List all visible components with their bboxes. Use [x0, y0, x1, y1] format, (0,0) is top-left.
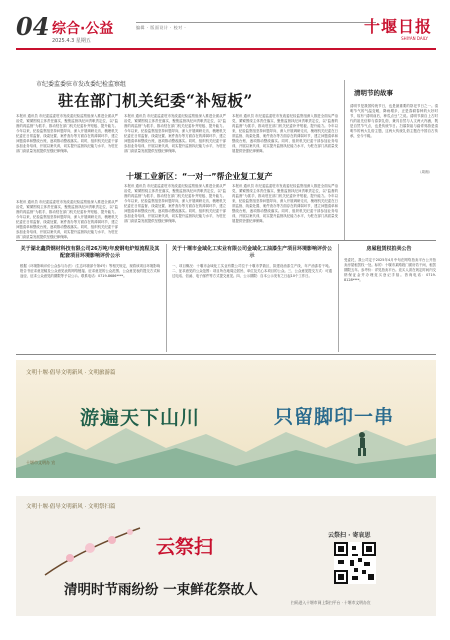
notice-3-body: 受委托，我公司定于2025年4月中旬在网络拍卖平台公开拍卖房屋租赁权一处。标的：十堰市某路段门面房若干间，租赁期限五年。参考价：详见拍卖平台。竞买人须在规定时间内交纳保证金并办理竞买登记手续。咨询电话：0719-8128****。 [344, 258, 436, 282]
ad2-footer: 扫码进入十堰市网上祭扫平台 · 十堰市文明办宣 [291, 600, 371, 605]
civic-ad-tourism [16, 360, 436, 478]
lead-body-col-1: 本报讯 通讯员 市纪委监委驻市发改委纪检监察组深入推进全面从严治党，紧紧围绕主体责任落实，聚焦监督执纪问责职责定位，以“监督的再监督”为抓手，推动驻在部门机关纪委补齐短板、提升能力。今年以来，纪检监察组坚持问题导向，深入开展调研走访，梳理机关纪委在日常监督、线索处置、案件查办等方面存在的薄弱环节，建立问题清单和整改台账，逐项推动整改落实。同时，组织机关纪委干部参加业务培训，开展以案代训，切实提升监督执纪能力水平，为驻在部门高质量发展提供坚强纪律保障。 [16, 114, 118, 153]
right-column-author: （周湘） [418, 170, 432, 174]
notice-bottom-rule [16, 354, 436, 355]
subhead-body-col-2: 本报讯 通讯员 市纪委监委驻市发改委纪检监察组深入推进全面从严治党，紧紧围绕主体责任落实，聚焦监督执纪问责职责定位，以“监督的再监督”为抓手，推动驻在部门机关纪委补齐短板、提升能力。今年以来，纪检监察组坚持问题导向，深入开展调研走访，梳理机关纪委在日常监督、线索处置、案件查办等方面存在的薄弱环节，建立问题清单和整改台账，逐项推动整改落实。同时，组织机关纪委干部参加业务培训，开展以案代训，切实提升监督执纪能力水平，为驻在部门高质量发展提供坚强纪律保障。 [232, 184, 338, 223]
qr-code-icon[interactable] [334, 542, 376, 584]
ad2-header: 文明十堰·倡导文明新风 · 文明祭扫篇 [26, 504, 116, 510]
lead-kicker: 市纪委监委驻市发改委纪检监察组 [36, 81, 127, 88]
civic-ad-memorial [16, 496, 436, 616]
notice-2-title: 关于十堰市金域化工实业有限公司金域化工油漆生产项目环境影响评价公示 [172, 246, 333, 259]
publication-date: 2025.4.3 星期五 [52, 38, 91, 44]
ad1-slogan-right: 只留脚印一串 [274, 406, 395, 428]
ad1-footer: 十堰市文明办 宣 [26, 460, 56, 465]
ad2-tagline: 清明时节雨纷纷 一束鲜花祭故人 [64, 582, 258, 598]
masthead-editors: 编辑 · 版面设计 · 校对 · [136, 25, 187, 30]
notice-divider-1 [166, 244, 167, 352]
right-column-body: 清明节是我国传统节日，也是最重要的祭祀节日之一。清明节气的气温变暖，降雨增多，正是春耕春种的大好时节，故有“清明前后，种瓜点豆”之说。清明节源自上古时代的祖先信仰与春祭礼俗，兼具自然与人文两大内涵，既是自然节气点，也是传统节日。扫墓祭祖与踏青郊游是清明节的两大礼俗主题，这两大传统礼俗主题在中国自古传承，至今不辍。 [350, 104, 438, 138]
notice-top-rule [16, 240, 436, 241]
notice-2-body: 一、项目概况：十堰市金域化工实业有限公司位于十堰市茅箭区，拟建设油漆生产线，年产油漆若干吨。二、征求意见的公众范围：项目所在地周边居民、单位及关心本项目的公众。三、公众意见提交方式：可通过电话、信函、电子邮件等方式提交意见。四、公示期限：自本公示发布之日起10个工作日。 [172, 264, 332, 278]
page-number: 04 [16, 12, 50, 41]
subhead-body-col-1: 本报讯 通讯员 市纪委监委驻市发改委纪检监察组深入推进全面从严治党，紧紧围绕主体责任落实，聚焦监督执纪问责职责定位，以“监督的再监督”为抓手，推动驻在部门机关纪委补齐短板、提升能力。今年以来，纪检监察组坚持问题导向，深入开展调研走访，梳理机关纪委在日常监督、线索处置、案件查办等方面存在的薄弱环节，建立问题清单和整改台账，逐项推动整改落实。同时，组织机关纪委干部参加业务培训，开展以案代训，切实提升监督执纪能力水平，为驻在部门高质量发展提供坚强纪律保障。 [124, 184, 226, 223]
lead-headline: 驻在部门机关纪委“补短板” [58, 91, 253, 110]
ad2-main-title: 云祭扫 [156, 536, 214, 558]
newspaper-logo: 十堰日报 [363, 17, 432, 36]
notice-1-body: 根据《环境影响评价公众参与办法》（生态环境部令第4号）等相关规定，现将该项目环境影响报告书征求意见稿及公众意见表的网络链接、征求意见的公众范围、公众意见表的提交方式和途径、征求公众意见的期限等予以公示。联系电话：0719-8686****。 [20, 264, 160, 278]
flower-branch-icon [40, 520, 150, 580]
newspaper-logo-sub: SHIYAN DAILY [401, 36, 428, 41]
notice-3-title: 房屋租赁权拍卖公告 [366, 246, 412, 252]
right-column-title: 清明节的故事 [354, 89, 393, 97]
section-name: 综合·公益 [52, 21, 114, 37]
notice-divider-2 [338, 244, 339, 352]
lead-body-col-2: 本报讯 通讯员 市纪委监委驻市发改委纪检监察组深入推进全面从严治党，紧紧围绕主体责任落实，聚焦监督执纪问责职责定位，以“监督的再监督”为抓手，推动驻在部门机关纪委补齐短板、提升能力。今年以来，纪检监察组坚持问题导向，深入开展调研走访，梳理机关纪委在日常监督、线索处置、案件查办等方面存在的薄弱环节，建立问题清单和整改台账，逐项推动整改落实。同时，组织机关纪委干部参加业务培训，开展以案代训，切实提升监督执纪能力水平，为驻在部门高质量发展提供坚强纪律保障。 [124, 114, 226, 153]
lead-subhead: 十堰工业新区：“一对一”帮企业复工复产 [126, 172, 273, 181]
column-divider [344, 80, 345, 240]
masthead-rule [136, 22, 376, 23]
ad2-qr-title: 云祭扫 · 寄哀思 [328, 532, 371, 539]
lead-body-col-4: 本报讯 通讯员 市纪委监委驻市发改委纪检监察组深入推进全面从严治党，紧紧围绕主体责任落实，聚焦监督执纪问责职责定位，以“监督的再监督”为抓手，推动驻在部门机关纪委补齐短板、提升能力。今年以来，纪检监察组坚持问题导向，深入开展调研走访，梳理机关纪委在日常监督、线索处置、案件查办等方面存在的薄弱环节，建立问题清单和整改台账，逐项推动整改落实。同时，组织机关纪委干部参加业务培训，开展以案代训，切实提升监督执纪能力水平，为驻在部门高质量发展提供坚强纪律保障。 [16, 200, 118, 239]
ad1-slogan-left: 游遍天下山川 [80, 407, 201, 429]
lead-body-col-3: 本报讯 通讯员 市纪委监委驻市发改委纪检监察组深入推进全面从严治党，紧紧围绕主体责任落实，聚焦监督执纪问责职责定位，以“监督的再监督”为抓手，推动驻在部门机关纪委补齐短板、提升能力。今年以来，纪检监察组坚持问题导向，深入开展调研走访，梳理机关纪委在日常监督、线索处置、案件查办等方面存在的薄弱环节，建立问题清单和整改台账，逐项推动整改落实。同时，组织机关纪委干部参加业务培训，开展以案代训，切实提升监督执纪能力水平，为驻在部门高质量发展提供坚强纪律保障。 [232, 114, 338, 153]
ad1-header: 文明十堰·倡导文明新风 · 文明旅游篇 [26, 370, 116, 376]
masthead [16, 12, 436, 50]
notice-1-title: 关于湖北鑫资钢材科技有限公司26万吨/年废钢电炉短流程及其配套项目环境影响评价公示 [20, 246, 160, 259]
